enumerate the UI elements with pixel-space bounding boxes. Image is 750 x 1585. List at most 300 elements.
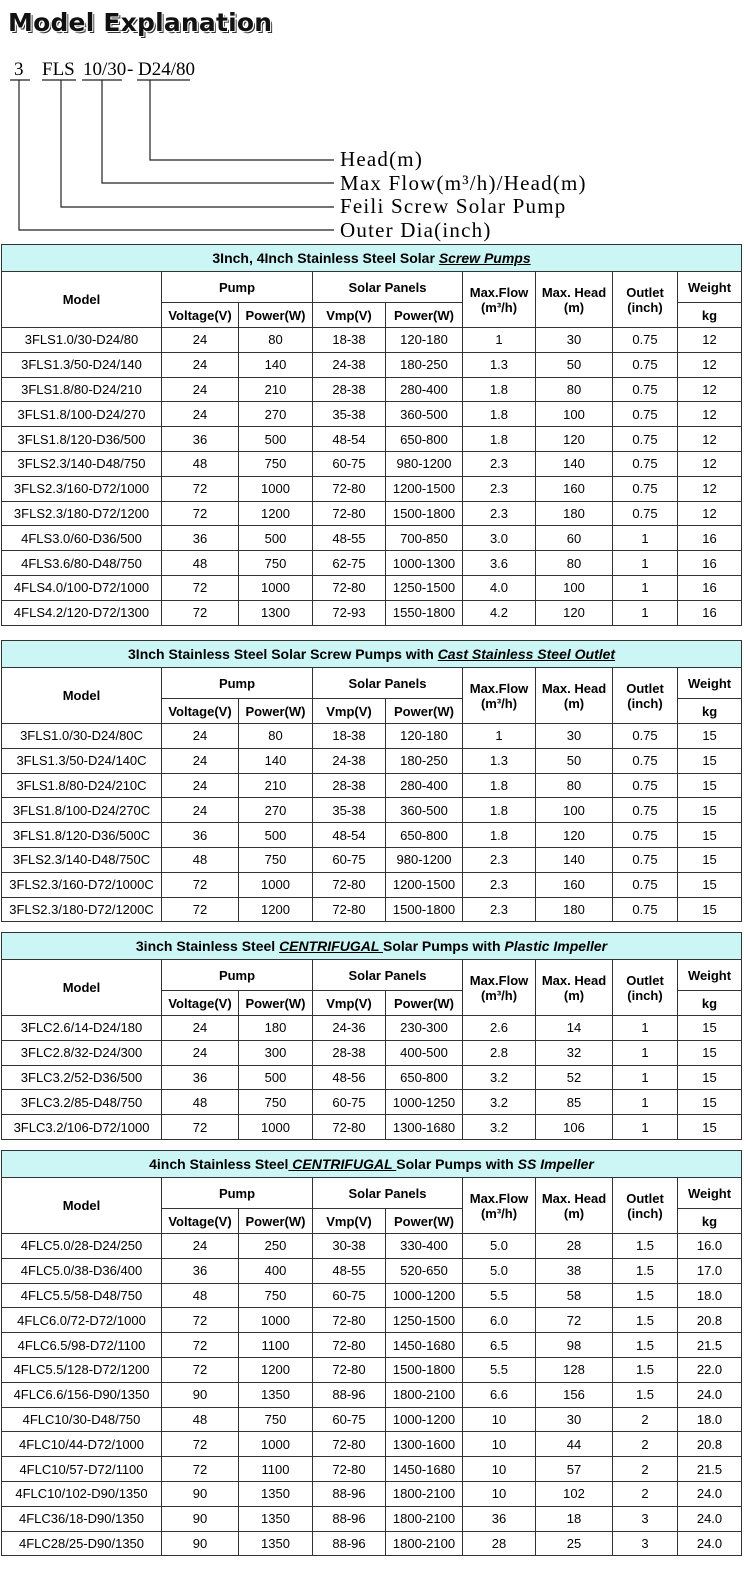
table-row <box>2 1258 742 1283</box>
cell-max-head: 140 <box>536 451 613 476</box>
cell-outlet: 1 <box>613 1016 678 1041</box>
cell-vmp: 88-96 <box>313 1531 386 1556</box>
cell-max-flow: 3.0 <box>463 526 536 551</box>
cell-vmp: 72-80 <box>313 1357 386 1382</box>
cell-model: 3FLC2.6/14-D24/180 <box>2 1016 162 1041</box>
cell-max-head: 14 <box>536 1016 613 1041</box>
cell-weight: 16 <box>678 600 742 625</box>
caption-segment: Solar Pumps with <box>396 1156 518 1172</box>
cell-max-flow: 1.8 <box>463 798 536 823</box>
cell-weight: 12 <box>678 352 742 377</box>
cell-weight: 15 <box>678 1040 742 1065</box>
cell-weight: 16 <box>678 551 742 576</box>
cell-max-head: 80 <box>536 377 613 402</box>
cell-model: 3FLS1.0/30-D24/80 <box>2 328 162 353</box>
cell-max-head: 52 <box>536 1065 613 1090</box>
cell-weight: 24.0 <box>678 1382 742 1407</box>
cell-panel-power: 650-800 <box>386 823 463 848</box>
cell-vmp: 72-80 <box>313 1115 386 1140</box>
cell-voltage: 24 <box>162 377 239 402</box>
cell-model: 3FLS2.3/160-D72/1000 <box>2 476 162 501</box>
cell-weight: 20.8 <box>678 1432 742 1457</box>
cell-vmp: 60-75 <box>313 1407 386 1432</box>
table-row <box>2 600 742 625</box>
header-max-head <box>536 1178 613 1234</box>
cell-power: 1300 <box>239 600 313 625</box>
cell-max-head: 128 <box>536 1357 613 1382</box>
cell-voltage: 72 <box>162 872 239 897</box>
caption-segment: Solar Pumps with <box>383 938 505 954</box>
cell-voltage: 48 <box>162 1283 239 1308</box>
explanation-head: Head(m) <box>340 147 424 171</box>
cell-model: 4FLC10/57-D72/1100 <box>2 1457 162 1482</box>
cell-max-flow: 1.3 <box>463 352 536 377</box>
cell-power: 1200 <box>239 1357 313 1382</box>
cell-vmp: 24-38 <box>313 748 386 773</box>
cell-panel-power: 650-800 <box>386 1065 463 1090</box>
table-row <box>2 352 742 377</box>
cell-weight: 16 <box>678 526 742 551</box>
caption-segment: Screw Pumps <box>438 250 531 266</box>
cell-voltage: 24 <box>162 724 239 749</box>
cell-voltage: 72 <box>162 575 239 600</box>
cell-vmp: 24-36 <box>313 1016 386 1041</box>
table-row <box>2 328 742 353</box>
cell-max-head: 106 <box>536 1115 613 1140</box>
cell-max-head: 18 <box>536 1506 613 1531</box>
cell-outlet: 1 <box>613 1115 678 1140</box>
cell-max-flow: 2.3 <box>463 451 536 476</box>
cell-vmp: 18-38 <box>313 328 386 353</box>
header-max-flow-line: (m³/h) <box>480 1205 518 1221</box>
cell-model: 3FLS1.8/100-D24/270C <box>2 798 162 823</box>
cell-max-flow: 1.8 <box>463 773 536 798</box>
header-vmp: Vmp(V) <box>313 303 386 328</box>
spec-table-screw-pumps <box>1 244 742 626</box>
header-model: Model <box>2 960 162 1016</box>
cell-voltage: 24 <box>162 352 239 377</box>
cell-panel-power: 520-650 <box>386 1258 463 1283</box>
cell-outlet: 0.75 <box>613 823 678 848</box>
cell-power: 300 <box>239 1040 313 1065</box>
cell-power: 750 <box>239 1283 313 1308</box>
table-row <box>2 1407 742 1432</box>
table-row <box>2 872 742 897</box>
cell-outlet: 1 <box>613 1065 678 1090</box>
cell-power: 1350 <box>239 1506 313 1531</box>
cell-max-flow: 5.5 <box>463 1357 536 1382</box>
cell-max-flow: 10 <box>463 1432 536 1457</box>
header-max-head <box>536 272 613 328</box>
cell-max-head: 50 <box>536 748 613 773</box>
cell-model: 4FLC6.6/156-D90/1350 <box>2 1382 162 1407</box>
header-outlet <box>613 272 678 328</box>
cell-outlet: 1.5 <box>613 1258 678 1283</box>
cell-vmp: 48-55 <box>313 526 386 551</box>
cell-vmp: 72-80 <box>313 575 386 600</box>
cell-max-flow: 2.3 <box>463 872 536 897</box>
header-max-head-line: Max. Head <box>541 972 607 988</box>
cell-voltage: 24 <box>162 748 239 773</box>
caption-segment: 3Inch, 4Inch Stainless Steel Solar <box>212 250 439 266</box>
table-row <box>2 897 742 922</box>
cell-model: 3FLS1.8/120-D36/500C <box>2 823 162 848</box>
cell-panel-power: 180-250 <box>386 352 463 377</box>
header-max-flow-line: Max.Flow <box>469 680 529 696</box>
table-row <box>2 1481 742 1506</box>
cell-vmp: 72-80 <box>313 1308 386 1333</box>
code-segment-series: FLS <box>42 59 75 80</box>
cell-weight: 12 <box>678 476 742 501</box>
cell-voltage: 72 <box>162 1115 239 1140</box>
header-max-flow <box>463 272 536 328</box>
cell-weight: 24.0 <box>678 1531 742 1556</box>
cell-max-head: 180 <box>536 501 613 526</box>
cell-model: 4FLC10/102-D90/1350 <box>2 1481 162 1506</box>
cell-outlet: 1 <box>613 551 678 576</box>
cell-panel-power: 1450-1680 <box>386 1333 463 1358</box>
header-outlet-line: Outlet <box>626 680 664 696</box>
cell-model: 4FLC6.5/98-D72/1100 <box>2 1333 162 1358</box>
cell-power: 750 <box>239 451 313 476</box>
cell-voltage: 36 <box>162 1258 239 1283</box>
table-row <box>2 551 742 576</box>
cell-max-head: 44 <box>536 1432 613 1457</box>
cell-model: 3FLS2.3/180-D72/1200 <box>2 501 162 526</box>
cell-max-flow: 1 <box>463 724 536 749</box>
cell-voltage: 72 <box>162 1308 239 1333</box>
table-row <box>2 1065 742 1090</box>
caption-segment: SS Impeller <box>517 1156 594 1172</box>
header-outlet-line: (inch) <box>627 695 663 711</box>
cell-vmp: 48-54 <box>313 823 386 848</box>
header-vmp: Vmp(V) <box>313 1209 386 1234</box>
table-row <box>2 427 742 452</box>
cell-vmp: 48-55 <box>313 1258 386 1283</box>
spec-table-centrifugal-ss <box>1 1150 742 1556</box>
cell-power: 250 <box>239 1234 313 1259</box>
cell-vmp: 88-96 <box>313 1506 386 1531</box>
cell-weight: 24.0 <box>678 1481 742 1506</box>
cell-voltage: 48 <box>162 1090 239 1115</box>
cell-power: 1350 <box>239 1481 313 1506</box>
header-vmp: Vmp(V) <box>313 991 386 1016</box>
header-max-flow-line: Max.Flow <box>469 1190 529 1206</box>
cell-panel-power: 400-500 <box>386 1040 463 1065</box>
cell-max-flow: 6.0 <box>463 1308 536 1333</box>
cell-model: 4FLS3.6/80-D48/750 <box>2 551 162 576</box>
header-weight: Weight <box>678 1178 742 1209</box>
table-row <box>2 724 742 749</box>
cell-panel-power: 1550-1800 <box>386 600 463 625</box>
cell-model: 3FLS2.3/140-D48/750C <box>2 847 162 872</box>
cell-panel-power: 180-250 <box>386 748 463 773</box>
cell-power: 80 <box>239 328 313 353</box>
cell-vmp: 72-80 <box>313 1457 386 1482</box>
header-weight-unit: kg <box>678 1209 742 1234</box>
cell-max-head: 57 <box>536 1457 613 1482</box>
cell-weight: 15 <box>678 847 742 872</box>
cell-panel-power: 1500-1800 <box>386 1357 463 1382</box>
cell-panel-power: 1000-1200 <box>386 1407 463 1432</box>
header-weight-unit: kg <box>678 699 742 724</box>
table-row <box>2 1040 742 1065</box>
cell-max-head: 160 <box>536 872 613 897</box>
cell-voltage: 36 <box>162 526 239 551</box>
cell-max-flow: 5.0 <box>463 1258 536 1283</box>
cell-panel-power: 360-500 <box>386 402 463 427</box>
table-row <box>2 1090 742 1115</box>
header-max-flow <box>463 1178 536 1234</box>
cell-power: 750 <box>239 1090 313 1115</box>
header-max-head-line: (m) <box>563 1205 585 1221</box>
cell-vmp: 88-96 <box>313 1382 386 1407</box>
cell-voltage: 24 <box>162 1016 239 1041</box>
table-row <box>2 476 742 501</box>
cell-panel-power: 1800-2100 <box>386 1506 463 1531</box>
cell-vmp: 35-38 <box>313 798 386 823</box>
cell-max-flow: 10 <box>463 1481 536 1506</box>
header-pump: Pump <box>162 272 313 303</box>
table-row <box>2 1531 742 1556</box>
cell-voltage: 72 <box>162 476 239 501</box>
header-max-head <box>536 960 613 1016</box>
cell-voltage: 24 <box>162 402 239 427</box>
cell-max-head: 58 <box>536 1283 613 1308</box>
cell-outlet: 1 <box>613 526 678 551</box>
cell-panel-power: 120-180 <box>386 328 463 353</box>
code-segment-dash: - <box>127 59 134 80</box>
cell-outlet: 2 <box>613 1432 678 1457</box>
cell-panel-power: 1500-1800 <box>386 897 463 922</box>
cell-max-flow: 36 <box>463 1506 536 1531</box>
cell-max-flow: 4.2 <box>463 600 536 625</box>
cell-voltage: 36 <box>162 1065 239 1090</box>
cell-weight: 15 <box>678 1016 742 1041</box>
cell-max-flow: 28 <box>463 1531 536 1556</box>
cell-max-head: 60 <box>536 526 613 551</box>
cell-max-flow: 2.3 <box>463 847 536 872</box>
cell-panel-power: 1000-1200 <box>386 1283 463 1308</box>
cell-power: 500 <box>239 526 313 551</box>
cell-max-head: 32 <box>536 1040 613 1065</box>
cell-model: 4FLC5.5/128-D72/1200 <box>2 1357 162 1382</box>
cell-outlet: 1 <box>613 1090 678 1115</box>
cell-power: 210 <box>239 377 313 402</box>
cell-max-flow: 3.2 <box>463 1090 536 1115</box>
cell-vmp: 60-75 <box>313 1090 386 1115</box>
spec-table-cast-outlet <box>1 640 742 922</box>
cell-weight: 15 <box>678 897 742 922</box>
cell-power: 750 <box>239 1407 313 1432</box>
cell-max-flow: 10 <box>463 1457 536 1482</box>
header-max-flow-line: Max.Flow <box>469 284 529 300</box>
cell-outlet: 0.75 <box>613 773 678 798</box>
cell-power: 1000 <box>239 872 313 897</box>
header-weight: Weight <box>678 272 742 303</box>
cell-weight: 18.0 <box>678 1407 742 1432</box>
cell-max-head: 30 <box>536 328 613 353</box>
cell-weight: 15 <box>678 1065 742 1090</box>
cell-panel-power: 230-300 <box>386 1016 463 1041</box>
cell-model: 3FLC3.2/85-D48/750 <box>2 1090 162 1115</box>
cell-outlet: 0.75 <box>613 451 678 476</box>
caption-segment: CENTRIFUGAL <box>288 1156 397 1172</box>
cell-panel-power: 1250-1500 <box>386 575 463 600</box>
header-max-flow <box>463 960 536 1016</box>
cell-max-head: 140 <box>536 847 613 872</box>
cell-weight: 12 <box>678 427 742 452</box>
cell-max-flow: 4.0 <box>463 575 536 600</box>
cell-power: 210 <box>239 773 313 798</box>
table-row <box>2 823 742 848</box>
cell-voltage: 36 <box>162 823 239 848</box>
cell-model: 3FLS1.3/50-D24/140C <box>2 748 162 773</box>
cell-model: 4FLS4.0/100-D72/1000 <box>2 575 162 600</box>
header-model: Model <box>2 1178 162 1234</box>
cell-max-head: 100 <box>536 575 613 600</box>
header-max-head-line: Max. Head <box>541 680 607 696</box>
explanation-max-flow-head: Max Flow(m³/h)/Head(m) <box>340 171 587 195</box>
leader-flow-head <box>102 80 334 183</box>
cell-max-flow: 5.0 <box>463 1234 536 1259</box>
cell-voltage: 24 <box>162 773 239 798</box>
cell-max-flow: 1.8 <box>463 823 536 848</box>
table-caption <box>2 933 742 960</box>
table-row <box>2 1308 742 1333</box>
cell-max-flow: 10 <box>463 1407 536 1432</box>
cell-panel-power: 650-800 <box>386 427 463 452</box>
cell-weight: 17.0 <box>678 1258 742 1283</box>
cell-vmp: 35-38 <box>313 402 386 427</box>
cell-outlet: 0.75 <box>613 352 678 377</box>
cell-weight: 16.0 <box>678 1234 742 1259</box>
cell-panel-power: 980-1200 <box>386 847 463 872</box>
table-row <box>2 1016 742 1041</box>
cell-max-head: 180 <box>536 897 613 922</box>
explanation-outer-dia: Outer Dia(inch) <box>340 218 492 242</box>
header-outlet-line: Outlet <box>626 1190 664 1206</box>
cell-weight: 15 <box>678 1090 742 1115</box>
cell-outlet: 0.75 <box>613 724 678 749</box>
cell-weight: 15 <box>678 1115 742 1140</box>
cell-voltage: 24 <box>162 798 239 823</box>
header-voltage: Voltage(V) <box>162 699 239 724</box>
header-power: Power(W) <box>239 1209 313 1234</box>
cell-vmp: 30-38 <box>313 1234 386 1259</box>
caption-segment: Plastic Impeller <box>504 938 608 954</box>
header-outlet-line: (inch) <box>627 987 663 1003</box>
cell-power: 1000 <box>239 1432 313 1457</box>
cell-voltage: 24 <box>162 1234 239 1259</box>
caption-segment: 4inch Stainless Steel <box>149 1156 289 1172</box>
cell-weight: 18.0 <box>678 1283 742 1308</box>
table-row <box>2 748 742 773</box>
cell-max-flow: 1.8 <box>463 377 536 402</box>
cell-outlet: 0.75 <box>613 402 678 427</box>
caption-segment: 3inch Stainless Steel <box>135 938 280 954</box>
cell-panel-power: 1200-1500 <box>386 476 463 501</box>
cell-max-flow: 3.6 <box>463 551 536 576</box>
cell-max-head: 98 <box>536 1333 613 1358</box>
cell-vmp: 28-38 <box>313 773 386 798</box>
header-max-flow <box>463 668 536 724</box>
cell-outlet: 3 <box>613 1531 678 1556</box>
cell-vmp: 28-38 <box>313 377 386 402</box>
header-max-head-line: (m) <box>563 299 585 315</box>
cell-model: 3FLC3.2/52-D36/500 <box>2 1065 162 1090</box>
cell-outlet: 0.75 <box>613 897 678 922</box>
cell-vmp: 72-80 <box>313 476 386 501</box>
cell-power: 1000 <box>239 1308 313 1333</box>
caption-segment: 3Inch Stainless Steel Solar Screw Pumps with <box>128 646 438 662</box>
cell-weight: 15 <box>678 748 742 773</box>
cell-outlet: 0.75 <box>613 872 678 897</box>
cell-model: 3FLS1.8/120-D36/500 <box>2 427 162 452</box>
cell-vmp: 60-75 <box>313 1283 386 1308</box>
table-row <box>2 1333 742 1358</box>
cell-weight: 12 <box>678 501 742 526</box>
cell-outlet: 2 <box>613 1481 678 1506</box>
cell-power: 1100 <box>239 1457 313 1482</box>
cell-power: 1000 <box>239 476 313 501</box>
cell-model: 4FLC28/25-D90/1350 <box>2 1531 162 1556</box>
table-caption <box>2 1151 742 1178</box>
cell-power: 1350 <box>239 1531 313 1556</box>
cell-panel-power: 1000-1250 <box>386 1090 463 1115</box>
cell-voltage: 90 <box>162 1481 239 1506</box>
cell-max-flow: 2.3 <box>463 501 536 526</box>
cell-vmp: 60-75 <box>313 451 386 476</box>
header-max-head-line: (m) <box>563 987 585 1003</box>
header-max-head-line: Max. Head <box>541 1190 607 1206</box>
header-max-head <box>536 668 613 724</box>
cell-model: 3FLS2.3/140-D48/750 <box>2 451 162 476</box>
cell-voltage: 48 <box>162 847 239 872</box>
cell-max-head: 100 <box>536 402 613 427</box>
cell-panel-power: 1300-1680 <box>386 1115 463 1140</box>
cell-outlet: 0.75 <box>613 501 678 526</box>
cell-outlet: 0.75 <box>613 328 678 353</box>
header-weight: Weight <box>678 668 742 699</box>
cell-max-flow: 5.5 <box>463 1283 536 1308</box>
cell-weight: 24.0 <box>678 1506 742 1531</box>
cell-vmp: 28-38 <box>313 1040 386 1065</box>
cell-panel-power: 1800-2100 <box>386 1531 463 1556</box>
table-caption <box>2 245 742 272</box>
cell-max-head: 120 <box>536 427 613 452</box>
code-segment-flow-head: 10/30 <box>83 59 127 80</box>
cell-model: 4FLC10/30-D48/750 <box>2 1407 162 1432</box>
header-model: Model <box>2 668 162 724</box>
cell-model: 4FLC5.0/28-D24/250 <box>2 1234 162 1259</box>
cell-max-head: 25 <box>536 1531 613 1556</box>
cell-model: 3FLS2.3/160-D72/1000C <box>2 872 162 897</box>
cell-weight: 12 <box>678 451 742 476</box>
cell-model: 3FLS1.8/100-D24/270 <box>2 402 162 427</box>
cell-outlet: 0.75 <box>613 847 678 872</box>
cell-max-head: 120 <box>536 600 613 625</box>
header-solar-panels: Solar Panels <box>313 1178 463 1209</box>
header-solar-panels: Solar Panels <box>313 668 463 699</box>
header-outlet-line: (inch) <box>627 1205 663 1221</box>
cell-vmp: 18-38 <box>313 724 386 749</box>
caption-segment: CENTRIFUGAL <box>279 938 384 954</box>
cell-power: 140 <box>239 352 313 377</box>
table-row <box>2 402 742 427</box>
header-weight: Weight <box>678 960 742 991</box>
header-voltage: Voltage(V) <box>162 991 239 1016</box>
